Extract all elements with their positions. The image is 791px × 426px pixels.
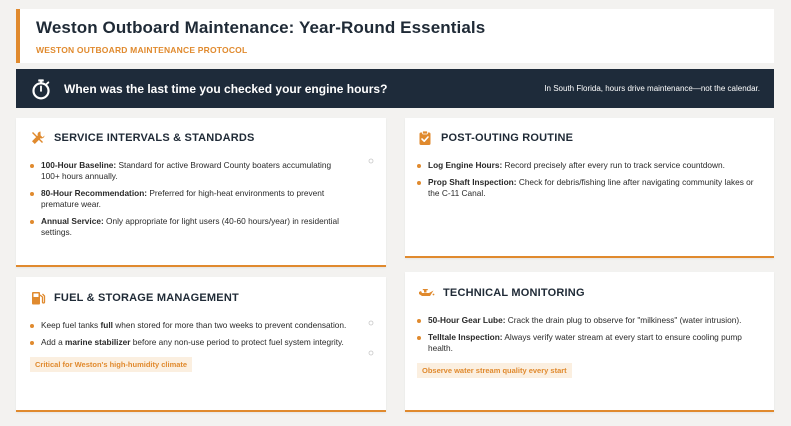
stopwatch-icon [30,78,52,100]
technical-monitoring-title: TECHNICAL MONITORING [417,285,762,301]
oil-can-icon [417,285,435,301]
list-item: 50-Hour Gear Lube: Crack the drain plug to observe for "milkiness" (water intrusion). [417,315,757,326]
list-item: Prop Shaft Inspection: Check for debris/fishing line after navigating community lakes or the C-11 Canal. [417,177,757,199]
post-outing-title: POST-OUTING ROUTINE [417,130,762,146]
page-subtitle: WESTON OUTBOARD MAINTENANCE PROTOCOL [36,45,248,55]
fuel-climate-tag: Critical for Weston's high-humidity climate [30,357,192,372]
small-marker-icon [368,158,374,164]
service-intervals-title: SERVICE INTERVALS & STANDARDS [30,130,374,146]
page-header [16,9,774,63]
service-intervals-card [16,118,386,267]
fuel-storage-card [16,277,386,412]
post-outing-list [417,160,757,199]
fuel-storage-list [30,320,352,348]
list-item: Log Engine Hours: Record precisely after every run to track service countdown. [417,160,757,171]
technical-monitoring-list [417,315,757,354]
page-title: Weston Outboard Maintenance: Year-Round Essentials [36,18,486,37]
small-marker-icon [368,320,374,326]
list-item: Annual Service: Only appropriate for light users (40-60 hours/year) in residential settings. [30,216,352,238]
tools-icon [30,130,46,146]
list-item: Telltale Inspection: Always verify water stream at every start to ensure cooling pump health. [417,332,757,354]
service-intervals-list [30,160,352,238]
water-stream-tag: Observe water stream quality every start [417,363,572,378]
list-item: 100-Hour Baseline: Standard for active Broward County boaters accumulating 100+ hours annually. [30,160,352,182]
list-item: Add a marine stabilizer before any non-use period to protect fuel system integrity. [30,337,352,348]
clipboard-check-icon [417,130,433,146]
banner-question: When was the last time you checked your engine hours? [64,81,388,96]
post-outing-card [405,118,774,258]
banner-note: In South Florida, hours drive maintenance—not the calendar. [544,84,760,93]
engine-hours-banner [16,69,774,108]
small-marker-icon [368,350,374,356]
list-item: 80-Hour Recommendation: Preferred for high-heat environments to prevent premature wear. [30,188,352,210]
fuel-storage-title: FUEL & STORAGE MANAGEMENT [30,290,374,306]
list-item: Keep fuel tanks full when stored for more than two weeks to prevent condensation. [30,320,352,331]
fuel-pump-icon [30,290,46,306]
technical-monitoring-card [405,272,774,412]
